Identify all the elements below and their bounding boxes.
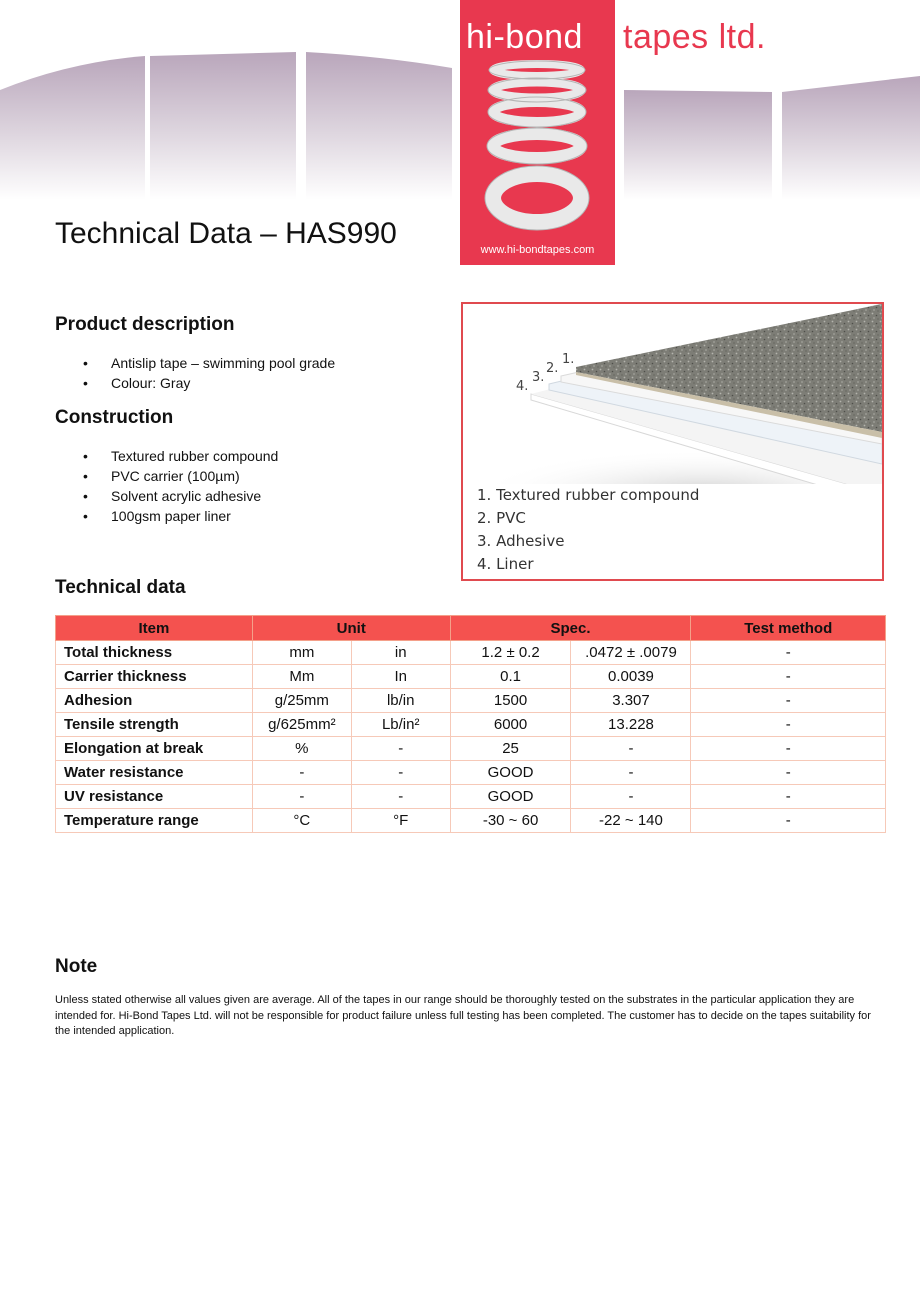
table-cell: -	[571, 737, 691, 761]
table-cell-item: Elongation at break	[56, 737, 253, 761]
legend-item: 4. Liner	[477, 555, 534, 573]
layer-number-2: 2.	[546, 361, 559, 376]
layer-number-3: 3.	[532, 370, 545, 385]
header-spec: Spec.	[450, 616, 691, 641]
table-row	[56, 809, 886, 833]
table-cell: °C	[252, 809, 351, 833]
legend-item: 2. PVC	[477, 509, 526, 527]
table-cell: Mm	[252, 665, 351, 689]
tape-layers-illustration	[463, 304, 882, 484]
table-cell: %	[252, 737, 351, 761]
table-cell-item: Total thickness	[56, 641, 253, 665]
table-row	[56, 713, 886, 737]
table-row	[56, 737, 886, 761]
table-cell: 3.307	[571, 689, 691, 713]
list-item: • Antislip tape – swimming pool grade	[55, 353, 335, 373]
table-cell: -	[691, 689, 886, 713]
table-cell: -	[351, 737, 450, 761]
table-row	[56, 761, 886, 785]
table-cell: -	[571, 785, 691, 809]
table-cell: -30 ~ 60	[450, 809, 571, 833]
table-cell: -	[691, 641, 886, 665]
layer-number-1: 1.	[562, 352, 575, 367]
header-item: Item	[56, 616, 253, 641]
table-cell-item: Temperature range	[56, 809, 253, 833]
table-cell: In	[351, 665, 450, 689]
table-cell: -	[351, 761, 450, 785]
list-item: • Colour: Gray	[55, 373, 335, 393]
header-test-method: Test method	[691, 616, 886, 641]
table-cell: -	[252, 785, 351, 809]
table-cell: 0.0039	[571, 665, 691, 689]
table-cell: -	[691, 785, 886, 809]
layer-number-4: 4.	[516, 379, 529, 394]
table-cell: 25	[450, 737, 571, 761]
table-row	[56, 665, 886, 689]
legend-item: 3. Adhesive	[477, 532, 565, 550]
table-cell: in	[351, 641, 450, 665]
table-cell-item: Water resistance	[56, 761, 253, 785]
table-cell: -	[691, 737, 886, 761]
table-cell: Lb/in²	[351, 713, 450, 737]
table-row	[56, 641, 886, 665]
list-item: • Solvent acrylic adhesive	[55, 486, 278, 506]
note-text: Unless stated otherwise all values given are average. All of the tapes in our range should be thoroughly tested on the substrates in the particular application they are intended for. Hi-Bond Tapes Ltd. will not be responsible for product failure unless full testing has been completed. The customer has to decide on the tapes suitability for the intended application.	[55, 994, 871, 1037]
table-cell: 13.228	[571, 713, 691, 737]
table-cell: 1500	[450, 689, 571, 713]
technical-data-heading: Technical data	[55, 577, 186, 598]
product-description-list	[55, 353, 335, 393]
table-cell: -	[691, 713, 886, 737]
construction-heading: Construction	[55, 407, 174, 428]
table-cell: g/25mm	[252, 689, 351, 713]
tape-layers-figure	[461, 302, 884, 581]
table-cell: 1.2 ± 0.2	[450, 641, 571, 665]
construction-list	[55, 446, 278, 526]
table-cell-item: UV resistance	[56, 785, 253, 809]
table-cell: GOOD	[450, 761, 571, 785]
product-description-heading: Product description	[55, 314, 235, 335]
table-row	[56, 785, 886, 809]
figure-legend	[477, 484, 699, 576]
table-cell: -	[691, 809, 886, 833]
table-cell-item: Adhesion	[56, 689, 253, 713]
table-cell-item: Carrier thickness	[56, 665, 253, 689]
page-title: Technical Data – HAS990	[55, 217, 397, 250]
list-item: • 100gsm paper liner	[55, 506, 278, 526]
table-cell: -22 ~ 140	[571, 809, 691, 833]
table-cell: g/625mm²	[252, 713, 351, 737]
table-cell: -	[571, 761, 691, 785]
legend-item: 1. Textured rubber compound	[477, 486, 700, 504]
table-row	[56, 689, 886, 713]
list-item: • PVC carrier (100µm)	[55, 466, 278, 486]
table-cell-item: Tensile strength	[56, 713, 253, 737]
technical-data-table	[55, 615, 886, 833]
table-cell: mm	[252, 641, 351, 665]
table-cell: GOOD	[450, 785, 571, 809]
list-item: • Textured rubber compound	[55, 446, 278, 466]
table-header-row	[56, 616, 886, 641]
table-cell: -	[351, 785, 450, 809]
table-cell: °F	[351, 809, 450, 833]
table-cell: 0.1	[450, 665, 571, 689]
brand-logo	[460, 0, 615, 265]
table-cell: .0472 ± .0079	[571, 641, 691, 665]
logo-name-part1: hi-bond	[466, 18, 583, 56]
header-unit: Unit	[252, 616, 450, 641]
logo-website: www.hi-bondtapes.com	[480, 244, 595, 256]
tape-rolls-logo-graphic	[472, 60, 602, 240]
note-heading: Note	[55, 956, 98, 977]
table-cell: 6000	[450, 713, 571, 737]
table-cell: -	[691, 665, 886, 689]
logo-name-part2: tapes ltd.	[623, 18, 766, 56]
table-cell: -	[691, 761, 886, 785]
table-cell: -	[252, 761, 351, 785]
table-cell: lb/in	[351, 689, 450, 713]
